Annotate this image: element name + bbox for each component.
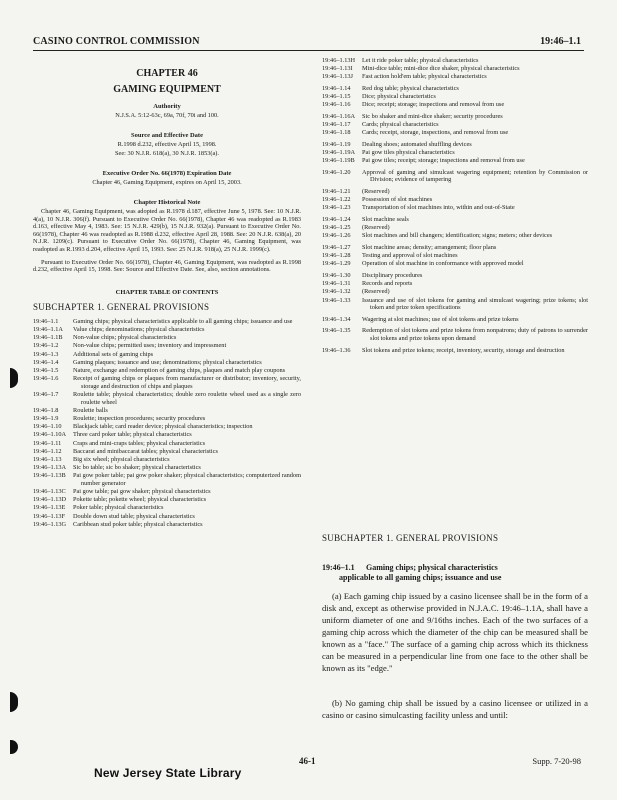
toc-entry-number: 19:46–1.10A: [33, 431, 67, 439]
toc-entry-title: Poker table; physical characteristics: [73, 504, 164, 512]
toc-entry: [322, 244, 588, 252]
toc-entry-number: 19:46–1.21: [322, 188, 351, 196]
toc-entry: [33, 423, 301, 431]
toc-entry: [322, 121, 588, 129]
toc-entry-title: Roulette table; physical characteristics; double zero roulette wheel used as a single zero roulette wheel: [73, 390, 301, 406]
source-heading: Source and Effective Date: [131, 132, 203, 140]
toc-entry: [33, 496, 301, 504]
toc-entry-number: 19:46–1.23: [322, 204, 351, 212]
toc-entry-number: 19:46–1.30: [322, 271, 351, 279]
left-column: [33, 70, 301, 529]
section-title-line-2: applicable to all gaming chips; issuance and use: [339, 573, 502, 582]
toc-entry: [322, 129, 588, 137]
toc-entry-number: 19:46–1.6: [33, 375, 59, 383]
toc-entry-number: 19:46–1.13B: [33, 472, 66, 480]
toc-entry-title: Testing and approval of slot machines: [362, 252, 458, 260]
toc-entry: [33, 351, 301, 359]
toc-entry-number: 19:46–1.13C: [33, 488, 66, 496]
authority-text: N.J.S.A. 5:12-63c, 69a, 70f, 70i and 100.: [115, 111, 219, 119]
toc-entry-number: 19:46–1.16: [322, 101, 351, 109]
toc-entry-title: Big six wheel; physical characteristics: [73, 455, 170, 463]
source-line-1: R.1998 d.232, effective April 15, 1998.: [117, 140, 217, 148]
toc-entry: [33, 440, 301, 448]
executive-order-text: Chapter 46, Gaming Equipment, expires on April 15, 2003.: [92, 178, 242, 186]
toc-entry-title: Records and reports: [362, 280, 413, 288]
toc-entry: [322, 297, 588, 312]
toc-entry-number: 19:46–1.8: [33, 406, 59, 414]
toc-entry-number: 19:46–1.28: [322, 252, 351, 260]
toc-entry-number: 19:46–1.13I: [322, 65, 353, 73]
toc-entry-title: Pai gow table; pai gow shaker; physical characteristics: [73, 488, 211, 496]
source-line-2: See: 30 N.J.R. 618(a), 30 N.J.R. 1853(a).: [115, 149, 219, 157]
toc-entry-title: (Reserved): [362, 288, 390, 296]
toc-entry-number: 19:46–1.14: [322, 84, 351, 92]
toc-entry: [322, 169, 588, 184]
toc-entry-title: Operation of slot machine in conformance with approved model: [362, 260, 524, 268]
toc-entry-title: Let it ride poker table; physical characteristics: [362, 57, 479, 64]
toc-entry-number: 19:46–1.7: [33, 390, 59, 398]
toc-entry: [33, 521, 301, 529]
toc-entry-number: 19:46–1.13D: [33, 496, 67, 504]
supplement-date: Supp. 7-20-98: [532, 756, 581, 766]
toc-entry-number: 19:46–1.13J: [322, 73, 353, 81]
executive-order-heading: Executive Order No. 66(1978) Expiration Date: [102, 170, 232, 178]
toc-entry-number: 19:46–1.36: [322, 346, 351, 354]
library-stamp: New Jersey State Library: [94, 766, 242, 780]
toc-entry-number: 19:46–1.26: [322, 232, 351, 240]
toc-entry-title: Non-value chips; physical characteristics: [73, 334, 177, 342]
toc-entry: [33, 326, 301, 334]
page-number: 46-1: [299, 756, 316, 766]
toc-entry-title: Nature, exchange and redemption of gaming chips, plaques and match play coupons: [73, 367, 286, 374]
toc-entry-number: 19:46–1.25: [322, 224, 351, 232]
toc-entry: [33, 415, 301, 423]
historical-note-heading: Chapter Historical Note: [133, 199, 201, 207]
toc-heading: CHAPTER TABLE OF CONTENTS: [115, 288, 219, 296]
toc-entry: [33, 375, 301, 390]
toc-entry: [33, 504, 301, 512]
toc-entry: [322, 188, 588, 196]
toc-entry-title: Pai gow poker table; pai gow poker shaker; physical characteristics; computerized random number generator: [73, 472, 301, 487]
toc-right-list: [322, 57, 588, 354]
toc-entry-title: Gaming chips; physical characteristics applicable to all gaming chips; issuance and use: [73, 317, 293, 325]
toc-entry-number: 19:46–1.19: [322, 140, 351, 148]
toc-entry: [33, 472, 301, 487]
toc-entry-number: 19:46–1.9: [33, 414, 59, 422]
toc-entry: [33, 359, 301, 367]
toc-entry-title: Disciplinary procedures: [362, 271, 423, 279]
toc-entry-number: 19:46–1.12: [33, 447, 62, 455]
toc-entry-number: 19:46–1.13E: [33, 504, 66, 512]
chapter-number: CHAPTER 46: [136, 68, 198, 79]
toc-entry-title: Sic bo table; sic bo shaker; physical characteristics: [73, 464, 201, 472]
section-subchapter-heading: SUBCHAPTER 1. GENERAL PROVISIONS: [322, 533, 499, 543]
toc-entry: [33, 464, 301, 472]
toc-entry: [322, 149, 588, 157]
toc-entry: [33, 334, 301, 342]
toc-entry-title: Slot tokens and prize tokens; receipt, inventory, security, storage and destruction: [362, 346, 565, 354]
toc-entry: [322, 272, 588, 280]
toc-entry: [322, 196, 588, 204]
toc-entry-number: 19:46–1.17: [322, 121, 351, 129]
right-column: [322, 57, 588, 355]
toc-entry: [322, 260, 588, 268]
toc-entry-title: Pokette table; pokette wheel; physical characteristics: [73, 496, 207, 504]
toc-entry-number: 19:46–1.13: [33, 455, 62, 463]
toc-entry-title: Pai gow tiles; receipt; storage; inspections and removal from use: [362, 157, 525, 165]
toc-entry-number: 19:46–1.18: [322, 129, 351, 137]
toc-entry: [33, 407, 301, 415]
toc-entry-title: Gaming plaques; issuance and use; denominations; physical characteristics: [73, 358, 262, 366]
margin-marker: [10, 740, 18, 754]
running-header-section: 19:46–1.1: [540, 36, 581, 47]
toc-entry-number: 19:46–1.16A: [322, 112, 356, 120]
toc-entry: [322, 204, 588, 212]
toc-entry-title: Fast action hold'em table; physical characteristics: [362, 73, 487, 81]
toc-entry: [33, 456, 301, 464]
section-number: 19:46–1.1: [322, 563, 355, 572]
toc-entry: [33, 367, 301, 375]
toc-entry-number: 19:46–1.35: [322, 327, 351, 335]
toc-entry-title: Dice; receipt; storage; inspections and removal from use: [362, 101, 505, 109]
toc-entry: [322, 113, 588, 121]
toc-entry-number: 19:46–1.11: [33, 439, 62, 447]
toc-entry: [322, 224, 588, 232]
toc-entry: [322, 216, 588, 224]
toc-entry-number: 19:46–1.27: [322, 244, 351, 251]
toc-entry-title: Receipt of gaming chips or plaques from manufacturer or distributor; inventory, security, storage and destruction of chips and plaques: [73, 375, 301, 390]
toc-entry-title: Craps and mini-craps tables; physical characteristics: [73, 439, 206, 447]
running-header-title: CASINO CONTROL COMMISSION: [33, 36, 200, 47]
toc-entry-title: Mini-dice table; mini-dice dice shaker, physical characteristics: [362, 65, 520, 73]
toc-subchapter-heading: SUBCHAPTER 1. GENERAL PROVISIONS: [33, 302, 210, 313]
toc-entry: [33, 448, 301, 456]
toc-entry-number: 19:46–1.13H: [322, 57, 356, 64]
section-title-line-1: Gaming chips; physical characteristics: [366, 563, 498, 572]
toc-entry-number: 19:46–1.10: [33, 423, 62, 431]
toc-entry: [322, 252, 588, 260]
toc-entry-number: 19:46–1.22: [322, 196, 351, 204]
toc-entry-title: Transportation of slot machines into, within and out-of-State: [362, 204, 515, 212]
toc-entry: [33, 488, 301, 496]
toc-entry-number: 19:46–1.19B: [322, 157, 355, 165]
toc-entry: [33, 318, 301, 326]
toc-entry-number: 19:46–1.19A: [322, 149, 356, 157]
toc-entry-title: Pai gow tiles physical characteristics: [362, 149, 455, 157]
margin-marker: [10, 692, 18, 712]
toc-entry-number: 19:46–1.13G: [33, 520, 67, 528]
toc-entry: [33, 513, 301, 521]
toc-entry: [33, 431, 301, 439]
toc-entry: [322, 101, 588, 109]
toc-entry: [322, 157, 588, 165]
toc-entry: [322, 327, 588, 342]
toc-entry-title: (Reserved): [362, 188, 390, 196]
toc-entry-title: Slot machine areas; density; arrangement; floor plans: [362, 244, 497, 251]
chapter-title: GAMING EQUIPMENT: [113, 83, 221, 95]
toc-entry-number: 19:46–1.32: [322, 288, 351, 296]
toc-entry-title: Possession of slot machines: [362, 196, 433, 204]
toc-entry-title: Slot machines and bill changers; identification; signs; meters; other devices: [362, 232, 553, 240]
toc-entry-number: 19:46–1.29: [322, 260, 351, 268]
toc-entry-title: Cards; receipt, storage, inspections, and removal from use: [362, 129, 509, 137]
historical-note-para-1: Chapter 46, Gaming Equipment, was adopted as R.1978 d.187, effective June 5, 1978. See: 10 N.J.R. 4(a), 10 N.J.R. 306(f). Pursuant to Executive Order No. 66(1978), Chapter 46 was readopted as R.1983 d.163, effective May 4, 1983. See: 15 N.J.R. 429(b), 15 N.J.R. 932(a). Pursuant to Executive Order No. 66(1978), Chapter 46 was readopted as R.1988 d.232, effective April 28, 1988. See: 20 N.J.R. 638(a), 20 N.J.R. 1209(c). Pursuant to Executive Order No. 66(1978), Chapter 46, Gaming Equipment, was readopted as R.1993 d.204, effective April 15, 1993. See: 25 N.J.R. 918(a), 25 N.J.R. 1999(c).: [33, 207, 301, 253]
toc-entry-title: Roulette balls: [73, 406, 108, 414]
toc-entry-number: 19:46–1.20: [322, 168, 351, 176]
toc-entry: [322, 85, 588, 93]
section-paragraph-b: (b) No gaming chip shall be issued by a casino licensee or utilized in a casino or casino simulcasting facility unless and until:: [322, 698, 588, 720]
toc-entry-number: 19:46–1.31: [322, 280, 351, 288]
toc-entry-title: Issuance and use of slot tokens for gaming and simulcast wagering; prize tokens; slot token and prize token specifications: [362, 296, 588, 312]
section-paragraph-a: (a) Each gaming chip issued by a casino licensee shall be in the form of a disk and, except as otherwise provided in N.J.A.C. 19:46–1.1A, shall have a uniform diameter of one and 9/16ths inches. Each of the two surfaces of a gaming chip across which the diameter of the chip can be measured shall be known as a "face." The surface of a gaming chip across which its thickness can be measured in a perpendicular line from one face to the other shall be known as its "edge.": [322, 591, 588, 673]
toc-entry: [322, 57, 588, 65]
toc-entry-number: 19:46–1.33: [322, 296, 351, 304]
toc-entry: [322, 280, 588, 288]
toc-entry-title: Value chips; denominations; physical characteristics: [73, 326, 205, 334]
toc-entry-title: Roulette; inspection procedures; security procedures: [73, 414, 206, 422]
toc-entry: [322, 316, 588, 324]
margin-marker: [10, 368, 18, 388]
toc-entry-number: 19:46–1.13F: [33, 512, 66, 520]
toc-entry-title: Approval of gaming and simulcast wagering equipment; retention by Commission or Division; evidence of tampering: [362, 168, 588, 184]
authority-heading: Authority: [153, 103, 181, 111]
toc-entry-number: 19:46–1.1A: [33, 326, 63, 334]
toc-entry-title: Slot machine seals: [362, 216, 409, 224]
toc-entry: [322, 73, 588, 81]
toc-entry-title: Double down stud table; physical characteristics: [73, 512, 195, 520]
toc-entry-number: 19:46–1.34: [322, 315, 351, 323]
toc-entry: [322, 141, 588, 149]
toc-entry-number: 19:46–1.15: [322, 93, 351, 101]
toc-entry-title: Caribbean stud poker table; physical characteristics: [73, 520, 203, 528]
toc-entry-title: Sic bo shaker and mini-dice shaker; security procedures: [362, 112, 503, 120]
toc-entry-number: 19:46–1.3: [33, 350, 59, 358]
toc-entry-title: Three card poker table; physical characteristics: [73, 431, 192, 439]
toc-entry-number: 19:46–1.24: [322, 216, 351, 224]
toc-entry-title: Baccarat and minibaccarat tables; physical characteristics: [73, 447, 218, 455]
toc-entry-title: Cards; physical characteristics: [362, 121, 439, 129]
toc-entry-title: Redemption of slot tokens and prize tokens from nonpatrons; duty of patrons to surrender slot tokens and prize tokens upon demand: [362, 327, 588, 342]
header-rule: [33, 50, 584, 51]
section-heading: [322, 563, 588, 583]
toc-entry-number: 19:46–1.5: [33, 367, 59, 374]
toc-entry: [33, 391, 301, 406]
toc-entry-title: Blackjack table; card reader device; physical characteristics; inspection: [73, 423, 253, 431]
toc-entry-number: 19:46–1.13A: [33, 464, 67, 472]
historical-note-para-2: Pursuant to Executive Order No. 66(1978), Chapter 46, Gaming Equipment, was readopted as R.1998 d.232, effective April 15, 1998. See: Source and Effective Date. See, also, section annotations.: [33, 258, 301, 274]
toc-entry-number: 19:46–1.4: [33, 358, 59, 366]
toc-entry-number: 19:46–1.1B: [33, 334, 63, 342]
toc-entry-title: Red dog table; physical characteristics: [362, 84, 459, 92]
toc-entry-title: (Reserved): [362, 224, 390, 232]
toc-entry-title: Additional sets of gaming chips: [73, 350, 154, 358]
toc-left-list: [33, 318, 301, 529]
toc-entry-title: Non-value chips; permitted uses; inventory and impressment: [73, 342, 227, 350]
toc-entry: [322, 288, 588, 296]
toc-entry-number: 19:46–1.1: [33, 317, 59, 325]
toc-entry-number: 19:46–1.2: [33, 342, 59, 350]
toc-entry-title: Dealing shoes; automated shuffling devices: [362, 140, 472, 148]
toc-entry: [322, 65, 588, 73]
toc-entry: [322, 93, 588, 101]
toc-entry: [322, 347, 588, 355]
toc-entry-title: Dice; physical characteristics: [362, 93, 436, 101]
toc-entry: [33, 342, 301, 350]
toc-entry-title: Wagering at slot machines; use of slot tokens and prize tokens: [362, 315, 519, 323]
toc-entry: [322, 232, 588, 240]
